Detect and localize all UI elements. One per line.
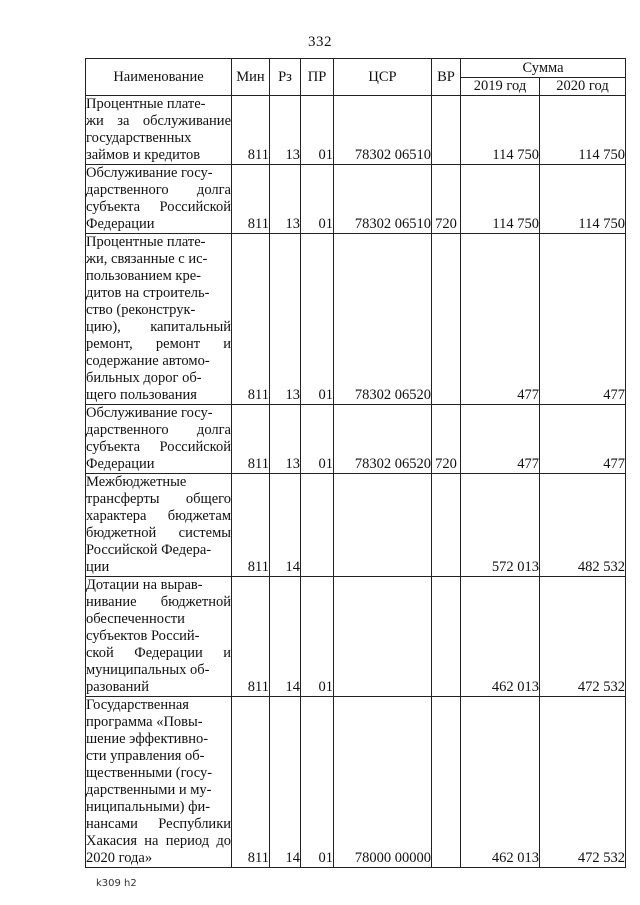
- row-sum-2020: 472 532: [540, 577, 626, 697]
- row-rz: 13: [270, 96, 301, 165]
- row-sum-2020: 477: [540, 234, 626, 405]
- row-min: 811: [232, 165, 270, 234]
- row-vr: [432, 96, 461, 165]
- table-row: [86, 474, 626, 577]
- table-row: [86, 577, 626, 697]
- row-csr: 78302 06510: [334, 165, 432, 234]
- row-csr: [334, 577, 432, 697]
- row-name: Дотации на вырав- нивание бюджетной обеспеченности субъектов Россий- ской Федерации и муниципальных об- разований: [86, 577, 231, 695]
- row-rz: 13: [270, 405, 301, 474]
- row-sum-2020: 114 750: [540, 96, 626, 165]
- row-sum-2019: 477: [461, 234, 540, 405]
- row-sum-2019: 114 750: [461, 96, 540, 165]
- row-csr: 78302 06520: [334, 405, 432, 474]
- table-row: [86, 405, 626, 474]
- row-rz: 14: [270, 697, 301, 868]
- row-sum-2019: 462 013: [461, 697, 540, 868]
- header-sum: Сумма: [461, 59, 626, 78]
- row-rz: 14: [270, 474, 301, 577]
- header-csr: ЦСР: [334, 59, 432, 96]
- row-vr: 720: [432, 405, 461, 474]
- row-min: 811: [232, 697, 270, 868]
- header-pr: ПР: [301, 59, 334, 96]
- row-vr: [432, 474, 461, 577]
- row-csr: 78302 06520: [334, 234, 432, 405]
- row-pr: 01: [301, 697, 334, 868]
- row-vr: [432, 697, 461, 868]
- row-rz: 13: [270, 165, 301, 234]
- row-vr: [432, 234, 461, 405]
- row-csr: [334, 474, 432, 577]
- row-pr: 01: [301, 577, 334, 697]
- row-min: 811: [232, 234, 270, 405]
- row-sum-2019: 114 750: [461, 165, 540, 234]
- row-name: Обслуживание госу- дарственного долга субъекта Российской Федерации: [86, 165, 231, 232]
- row-min: 811: [232, 96, 270, 165]
- header-min: Мин: [232, 59, 270, 96]
- header-year-2020: 2020 год: [540, 78, 626, 96]
- header-year-2019: 2019 год: [461, 78, 540, 96]
- table-row: [86, 96, 626, 165]
- budget-table: [85, 58, 626, 868]
- row-csr: 78302 06510: [334, 96, 432, 165]
- header-rz: Рз: [270, 59, 301, 96]
- row-min: 811: [232, 405, 270, 474]
- row-sum-2019: 477: [461, 405, 540, 474]
- row-min: 811: [232, 577, 270, 697]
- row-name: Обслуживание госу- дарственного долга субъекта Российской Федерации: [86, 405, 231, 472]
- row-name: Государственная программа «Повы- шение эффективно- сти управления об- щественными (госу- дарственными и му- ниципальными) фи- нансами Республики Хакасия на период до 2020 года»: [86, 697, 231, 866]
- table-row: [86, 697, 626, 868]
- row-name: Межбюджетные трансферты общего характера бюджетам бюджетной системы Российской Федера- ции: [86, 474, 231, 575]
- row-pr: 01: [301, 96, 334, 165]
- table-row: [86, 165, 626, 234]
- row-name: Процентные плате- жи за обслуживание государственных займов и кредитов: [86, 96, 231, 163]
- row-sum-2019: 572 013: [461, 474, 540, 577]
- footer-code: k309 h2: [96, 878, 137, 889]
- row-pr: 01: [301, 405, 334, 474]
- table-row: [86, 234, 626, 405]
- row-sum-2020: 482 532: [540, 474, 626, 577]
- row-rz: 14: [270, 577, 301, 697]
- row-vr: 720: [432, 165, 461, 234]
- row-sum-2020: 114 750: [540, 165, 626, 234]
- row-pr: 01: [301, 234, 334, 405]
- row-sum-2019: 462 013: [461, 577, 540, 697]
- row-rz: 13: [270, 234, 301, 405]
- row-pr: [301, 474, 334, 577]
- row-sum-2020: 472 532: [540, 697, 626, 868]
- page-number: 332: [308, 34, 332, 50]
- row-min: 811: [232, 474, 270, 577]
- row-csr: 78000 00000: [334, 697, 432, 868]
- table-body: [86, 96, 626, 868]
- row-pr: 01: [301, 165, 334, 234]
- row-name: Процентные плате- жи, связанные с ис- пользованием кре- дитов на строитель- ство (реконструк- цию), капитальный ремонт, ремонт и содержание автомо- бильных дорог об- щего пользования: [86, 234, 231, 403]
- header-name: Наименование: [86, 59, 232, 96]
- row-sum-2020: 477: [540, 405, 626, 474]
- row-vr: [432, 577, 461, 697]
- header-vr: ВР: [432, 59, 461, 96]
